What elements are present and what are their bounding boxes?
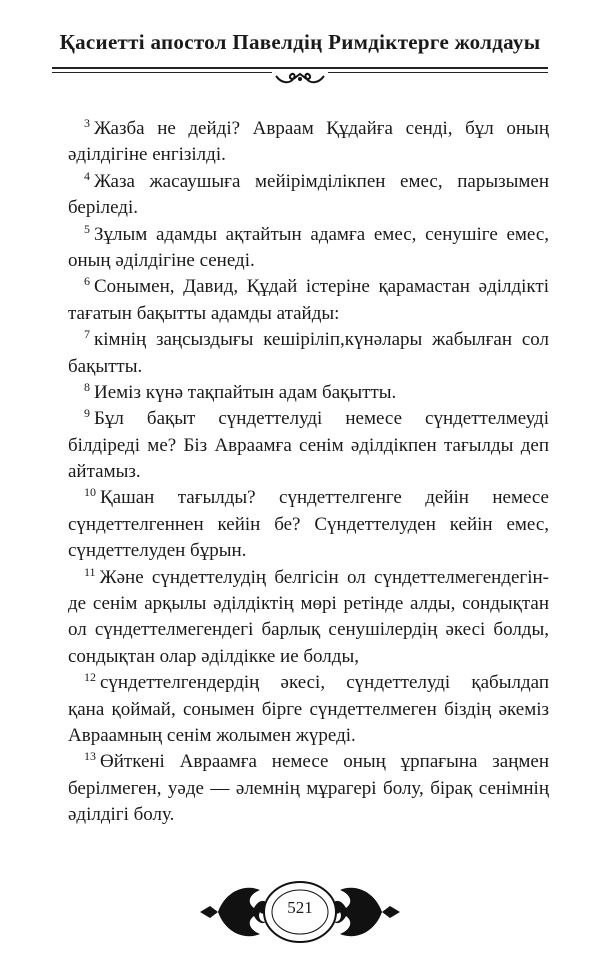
verse-line [68, 697, 549, 723]
verse-line [68, 327, 549, 353]
verse-number: 12 [84, 670, 96, 685]
verse-line [68, 723, 549, 749]
verse-line [68, 301, 549, 327]
verse-line [68, 222, 549, 248]
verse [68, 670, 549, 749]
scripture-text [68, 116, 549, 829]
verse-line [68, 512, 549, 538]
verse-line [68, 354, 549, 380]
verse [68, 222, 549, 275]
verse-line-text: оның әділдігіне сенеді. [68, 249, 255, 271]
verse-number: 13 [84, 749, 96, 764]
verse-line-text: сондықтан олар әділдікке ие болды, [68, 645, 359, 667]
verse-line-text: Жаза жасаушыға мейірімділікпен емес, парызымен [94, 170, 549, 192]
verse-line [68, 248, 549, 274]
verse-line [68, 565, 549, 591]
page-number: 521 [287, 898, 313, 917]
verse-line-text: Бұл бақыт сүндеттелуді немесе сүндеттелмеуді [94, 408, 549, 430]
verse-line [68, 169, 549, 195]
verse-line [68, 195, 549, 221]
verse-line-text: сүндеттелгеннен кейін бе? Сүндеттелуден кейін емес, [68, 513, 549, 535]
verse-line [68, 617, 549, 643]
verse-number: 8 [84, 379, 90, 394]
verse-line-text: сүндеттелгендердің әкесі, сүндеттелуді қабылдап [100, 672, 549, 694]
verse-line [68, 538, 549, 564]
verse-line-text: Қашан тағылды? сүндеттелгенге дейін немесе [100, 487, 549, 509]
verse-line [68, 802, 549, 828]
verse [68, 116, 549, 169]
verse-line-text: Авраамның сенім жолымен жүреді. [68, 724, 356, 746]
verse-line-text: Жазба не дейді? Авраам Құдайға сенді, бұл оның [94, 118, 549, 139]
verse [68, 169, 549, 222]
running-header-title: Қасиетті апостол Павелдің Римдіктерге жолдауы [59, 30, 541, 54]
verse-line [68, 776, 549, 802]
verse-line-text: Зұлым адамды ақтайтын адамға емес, сенушіге емес, [94, 223, 549, 245]
verse-number: 3 [84, 116, 90, 130]
verse-line-text: Иеміз күнә тақпайтын адам бақытты. [94, 381, 397, 403]
verse-line-text: берілмеген, уәде — әлемнің мұрагері болу, бірақ сенімнің [68, 777, 549, 799]
verse-line-text: бақытты. [68, 355, 143, 377]
verse-number: 10 [84, 485, 96, 500]
verse-line [68, 274, 549, 300]
verse-line [68, 644, 549, 670]
verse-line-text: тағатын бақытты адамды атайды: [68, 302, 340, 324]
verse-line-text: Өйткені Авраамға немесе оның ұрпағына заңмен [100, 751, 549, 773]
verse-line [68, 459, 549, 485]
verse-line-text: қана қоймай, сонымен бірге сүндеттелмеген біздің әкеміз [68, 698, 549, 720]
verse-line [68, 749, 549, 775]
verse-line-text: беріледі. [68, 197, 138, 219]
header-ornament-icon [272, 70, 328, 86]
verse-line [68, 433, 549, 459]
verse-line-text: де сенім арқылы әділдіктің мөрі ретінде алды, сондықтан [68, 593, 549, 615]
verse-line [68, 591, 549, 617]
verse-line-text: кімнің заңсыздығы кешіріліп,күнәлары жабылған сол [94, 329, 549, 351]
verse-line [68, 380, 549, 406]
verse [68, 406, 549, 485]
verse [68, 380, 549, 406]
verse-line-text: әділдігіне енгізілді. [68, 144, 226, 166]
verse-number: 11 [84, 564, 96, 579]
verse-line [68, 670, 549, 696]
verse-number: 6 [84, 274, 90, 289]
header-rule [52, 67, 548, 69]
verse-line-text: ол сүндеттелмегендегі барлық сенушілердің әкесі болды, [68, 619, 549, 641]
verse-number: 4 [84, 168, 90, 183]
verse [68, 749, 549, 828]
verse-number: 9 [84, 406, 90, 421]
verse [68, 274, 549, 327]
verse-line [68, 142, 549, 168]
verse-line-text: Және сүндеттелудің белгісін ол сүндеттелмегендегін- [99, 566, 549, 588]
verse-line [68, 406, 549, 432]
verse-number: 7 [84, 327, 90, 342]
verse-line [68, 485, 549, 511]
verse [68, 565, 549, 671]
verse-line-text: білдіреді ме? Біз Авраамға сенім әділдікпен тағылды деп [68, 434, 549, 456]
verse-line-text: айтамыз. [68, 461, 141, 483]
verse [68, 485, 549, 564]
verse-line [68, 116, 549, 142]
verse-line-text: Сонымен, Давид, Құдай істеріне қарамастан әділдікті [94, 276, 549, 298]
verse-number: 5 [84, 221, 90, 236]
verse [68, 327, 549, 380]
verse-line-text: сүндеттелуден бұрын. [68, 540, 247, 562]
verse-line-text: әділдігі болу. [68, 804, 175, 826]
